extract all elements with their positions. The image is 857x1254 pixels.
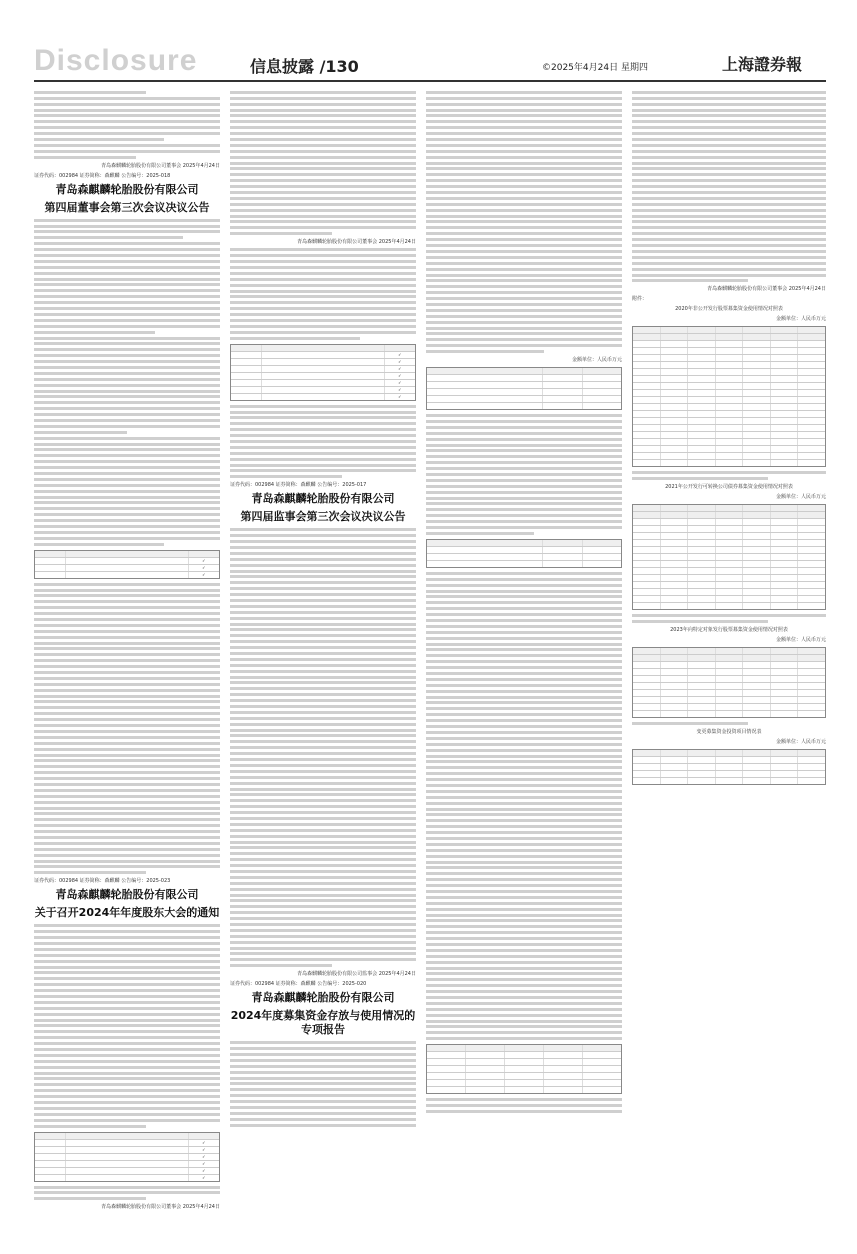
notice-meta: 证券代码：002984 证券简称：森麒麟 公告编号：2025-023 bbox=[34, 878, 171, 885]
fund-table bbox=[426, 539, 622, 568]
notice-company: 青岛森麒麟轮胎股份有限公司 bbox=[55, 888, 199, 902]
notice-title: 关于召开2024年年度股东大会的通知 bbox=[34, 906, 220, 920]
fund-usage-table bbox=[632, 647, 826, 718]
attachment-label: 附件： bbox=[632, 296, 648, 303]
table-title: 2021年公开发行可转换公司债券募集资金使用情况对照表 bbox=[665, 484, 793, 491]
brand-logo: Disclosure bbox=[34, 44, 198, 77]
notice-company: 青岛森麒麟轮胎股份有限公司 bbox=[251, 492, 395, 506]
fund-table bbox=[426, 1044, 622, 1094]
table-title: 变更募集资金投资项目情况表 bbox=[696, 729, 762, 736]
signature-block: 青岛森麒麟轮胎股份有限公司董事会 2025年4月24日 bbox=[297, 239, 416, 246]
fund-usage-table bbox=[632, 749, 826, 785]
notice-title: 第四届监事会第三次会议决议公告 bbox=[240, 510, 406, 524]
table-unit: 金额单位：人民币万元 bbox=[775, 494, 826, 501]
masthead bbox=[0, 0, 857, 86]
fund-usage-table bbox=[632, 326, 826, 467]
table-title: 2020年非公开发行股票募集资金使用情况对照表 bbox=[675, 306, 783, 313]
fund-usage-table bbox=[632, 504, 826, 610]
notice-company: 青岛森麒麟轮胎股份有限公司 bbox=[55, 182, 199, 196]
notice-title: 第四届董事会第三次会议决议公告 bbox=[44, 200, 210, 214]
column-4 bbox=[632, 88, 826, 1238]
fund-table bbox=[426, 367, 622, 410]
notice-meta: 证券代码：002984 证券简称：森麒麟 公告编号：2025-017 bbox=[230, 482, 367, 489]
table-unit: 金额单位：人民币万元 bbox=[775, 637, 826, 644]
column-1 bbox=[34, 88, 220, 1238]
proposal-table: ✓ ✓ ✓ ✓ ✓ ✓ bbox=[34, 1132, 220, 1182]
notice-meta: 证券代码：002984 证券简称：森麒麟 公告编号：2025-020 bbox=[230, 981, 367, 988]
notice-meta: 证券代码：002984 证券简称：森麒麟 公告编号：2025-018 bbox=[34, 172, 171, 179]
table-unit: 金额单位：人民币万元 bbox=[775, 316, 826, 323]
proposal-table: ✓ ✓ ✓ bbox=[34, 550, 220, 579]
table-unit: 金额单位：人民币万元 bbox=[571, 357, 622, 364]
notice-company: 青岛森麒麟轮胎股份有限公司 bbox=[251, 991, 395, 1005]
notice-title: 2024年度募集资金存放与使用情况的专项报告 bbox=[230, 1009, 416, 1037]
table-unit: 金额单位：人民币万元 bbox=[775, 739, 826, 746]
section-title: 信息披露 /130 bbox=[250, 57, 359, 76]
newspaper-name: 上海證券報 bbox=[722, 55, 803, 74]
column-2 bbox=[230, 88, 416, 1238]
signature-block: 青岛森麒麟轮胎股份有限公司董事会 2025年4月24日 bbox=[707, 286, 826, 293]
table-title: 2023年向特定对象发行股票募集资金使用情况对照表 bbox=[670, 627, 788, 634]
signature-block: 青岛森麒麟轮胎股份有限公司董事会 2025年4月24日 bbox=[101, 1204, 220, 1211]
column-3 bbox=[426, 88, 622, 1238]
proposal-table: ✓ ✓ ✓ ✓ ✓ ✓ ✓ bbox=[230, 344, 416, 401]
dateline: ©2025年4月24日 星期四 bbox=[542, 63, 648, 73]
header-rule bbox=[34, 80, 826, 82]
signature-block: 青岛森麒麟轮胎股份有限公司董事会 2025年4月24日 bbox=[101, 162, 220, 169]
signature-block: 青岛森麒麟轮胎股份有限公司监事会 2025年4月24日 bbox=[297, 971, 416, 978]
